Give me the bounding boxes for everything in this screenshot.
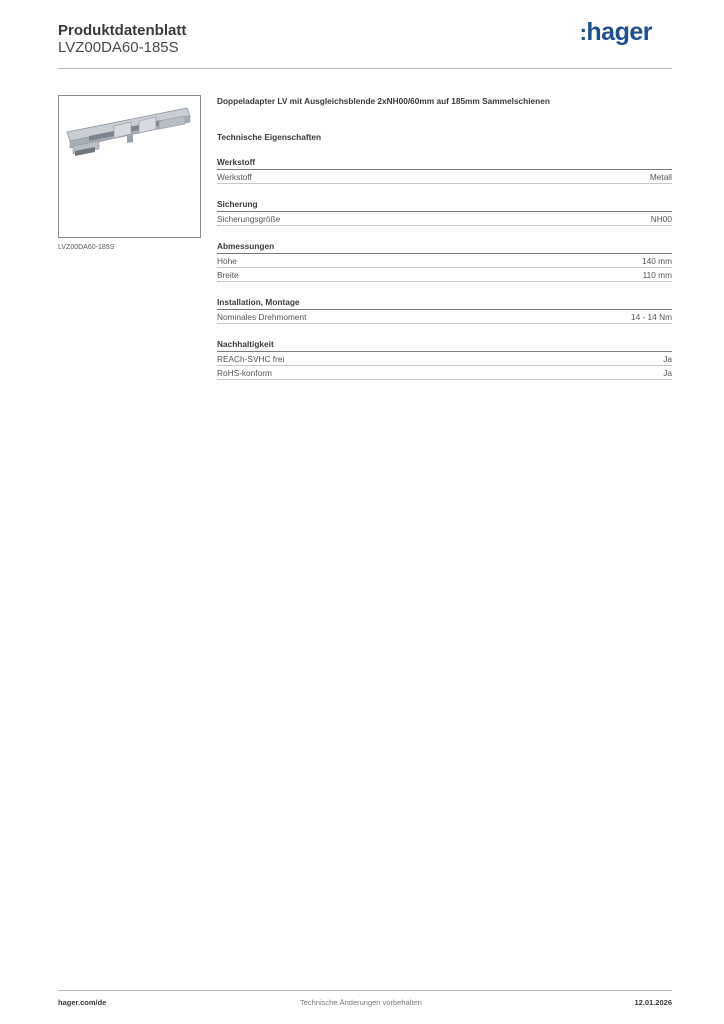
property-row — [217, 268, 672, 282]
property-label: Werkstoff — [217, 172, 252, 182]
technical-properties-heading: Technische Eigenschaften — [217, 132, 322, 142]
property-label: REACh-SVHC frei — [217, 354, 285, 364]
property-value: Metall — [649, 172, 672, 182]
property-group-abmessungen — [217, 241, 672, 282]
product-number: LVZ00DA60-185S — [58, 39, 179, 56]
image-caption: LVZ00DA60-185S — [58, 244, 115, 251]
footer-website-link[interactable]: hager.com/de — [58, 998, 107, 1007]
property-value: 14 - 14 Nm — [630, 312, 672, 322]
property-group-installation — [217, 297, 672, 324]
header-divider — [58, 68, 672, 69]
property-value: Ja — [663, 354, 672, 364]
hager-logo: :hager — [579, 18, 652, 46]
group-title: Nachhaltigkeit — [217, 339, 672, 352]
property-row — [217, 366, 672, 380]
group-title: Sicherung — [217, 199, 672, 212]
property-row — [217, 352, 672, 366]
property-group-sicherung — [217, 199, 672, 226]
product-image — [58, 95, 201, 238]
page-title: Produktdatenblatt — [58, 22, 187, 39]
product-details — [217, 96, 672, 380]
footer-date: 12.01.2026 — [634, 998, 672, 1007]
property-value: 140 mm — [642, 256, 672, 266]
group-title: Abmessungen — [217, 241, 672, 254]
double-adapter-illustration — [59, 96, 200, 237]
page-header — [58, 18, 672, 70]
property-row — [217, 170, 672, 184]
group-title: Werkstoff — [217, 157, 672, 170]
property-row — [217, 212, 672, 226]
property-row — [217, 254, 672, 268]
property-value: Ja — [663, 368, 672, 378]
property-label: RoHS-konform — [217, 368, 272, 378]
property-label: Breite — [217, 270, 239, 280]
group-title: Installation, Montage — [217, 297, 672, 310]
logo-text: hager — [586, 18, 652, 46]
footer-divider — [58, 990, 672, 991]
product-description: Doppeladapter LV mit Ausgleichsblende 2xNH00/60mm auf 185mm Sammelschienen — [217, 96, 550, 106]
property-value: NH00 — [650, 214, 672, 224]
property-row — [217, 310, 672, 324]
property-group-nachhaltigkeit — [217, 339, 672, 380]
property-label: Sicherungsgröße — [217, 214, 281, 224]
property-label: Nominales Drehmoment — [217, 312, 307, 322]
property-group-werkstoff — [217, 157, 672, 184]
footer-notice: Technische Änderungen vorbehalten — [300, 998, 422, 1007]
property-label: Höhe — [217, 256, 237, 266]
property-value: 110 mm — [642, 270, 672, 280]
